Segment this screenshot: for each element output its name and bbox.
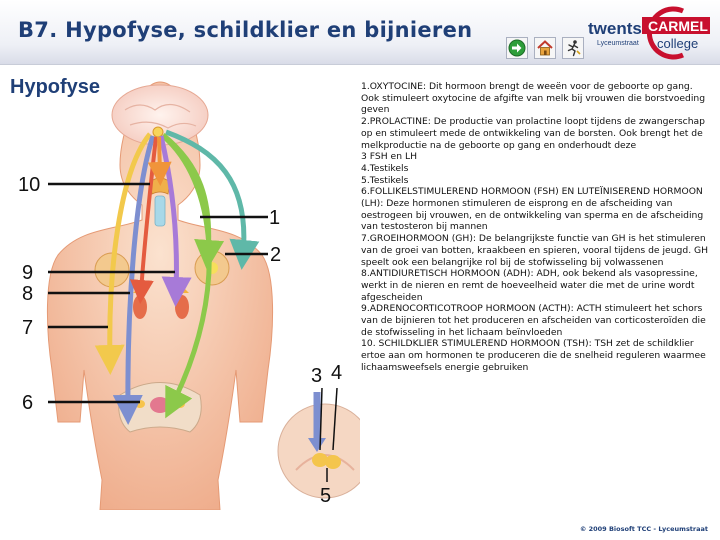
- label-5: 5: [320, 485, 332, 507]
- arrow-tsh: [159, 137, 160, 174]
- label-1: 1: [269, 207, 281, 229]
- label-2: 2: [270, 244, 282, 266]
- label-9: 9: [22, 262, 34, 284]
- logo-word-twents: twents: [588, 19, 642, 38]
- description-10: 10. SCHILDKLIER STIMULEREND HORMOON (TSH): TSH zet de schildklier ertoe aan om hormonen te produceren die de snelheid reguleren waarmee lichaamsweefsels energie gebruiken: [361, 338, 706, 373]
- home-icon: [535, 38, 555, 58]
- label-6: 6: [22, 392, 34, 414]
- label-7: 7: [22, 317, 34, 339]
- next-slide-button[interactable]: [506, 37, 528, 59]
- description-9: 9.ADRENOCORTICOTROOP HORMOON (ACTH): ACTH stimuleert het schors van de bijnieren tot het produceren en afscheiden van corticosteroïden die de stofwisseling in het lichaam beïnvloeden: [361, 303, 706, 338]
- description-2: 2.PROLACTINE: De productie van prolactine loopt tijdens de zwangerschap op en stimuleert mede de ontwikkeling van de borsten. Ook brengt het de melkproductie na de geboorte op gang en onderhoudt deze: [361, 116, 705, 151]
- label-3: 3: [311, 365, 323, 387]
- section-heading: Hypofyse: [10, 76, 101, 98]
- slide-header: [0, 0, 720, 65]
- description-4: 4.Testikels: [361, 162, 409, 174]
- logo-sub-lyceumstraat: Lyceumstraat: [597, 40, 639, 47]
- runner-exit-icon: [563, 38, 583, 58]
- description-1: 1.OXYTOCINE: Dit hormoon brengt de weeën voor de geboorte op gang. Ook stimuleert oxytocine de afgifte van melk bij vrouwen die borstvoeding geven: [361, 81, 706, 116]
- exit-button[interactable]: [562, 37, 584, 59]
- uterus: [150, 397, 170, 413]
- kidney-left: [133, 295, 147, 319]
- next-arrow-icon: [507, 38, 527, 58]
- description-7: 7.GROEIHORMOON (GH): De belangrijkste functie van GH is het stimuleren van de groei van botten, kraakbeen en spieren, vooral tijdens de jeugd. GH speelt ook een belangrijke rol bij de stofwisseling bij volwassenen: [361, 233, 709, 268]
- testis-right: [325, 455, 341, 469]
- copyright-footer: © 2009 Biosoft TCC - Lyceumstraat: [579, 525, 708, 533]
- school-logo: [585, 4, 717, 60]
- label-10: 10: [18, 174, 41, 196]
- description-5: 5.Testikels: [361, 174, 409, 186]
- testis-inset: [278, 388, 360, 498]
- kidney-right: [175, 295, 189, 319]
- description-6: 6.FOLLIKELSTIMULEREND HORMOON (FSH) EN LUTEÏNISEREND HORMOON (LH): Deze hormonen stimuleren de eisprong en de afscheiding van oestrogeen bij vrouwen, en de ontwikkeling van sperma en de afscheiding van testosteron bij mannen: [361, 186, 704, 233]
- slide-title: B7. Hypofyse, schildklier en bijnieren: [18, 18, 473, 42]
- pituitary-gland: [153, 127, 163, 137]
- home-button[interactable]: [534, 37, 556, 59]
- label-8: 8: [22, 283, 34, 305]
- logo-sub-college: college: [657, 36, 699, 51]
- description-3: 3 FSH en LH: [361, 151, 417, 163]
- hormone-descriptions: [361, 81, 711, 374]
- description-8: 8.ANTIDIURETISCH HORMOON (ADH): ADH, ook bekend als vasopressine, werkt in de nieren en remt de hoeveelheid water die met de urine wordt afgescheiden: [361, 268, 698, 303]
- logo-word-carmel: CARMEL: [648, 18, 708, 34]
- label-4: 4: [331, 362, 343, 384]
- hormone-body-diagram: [0, 70, 360, 510]
